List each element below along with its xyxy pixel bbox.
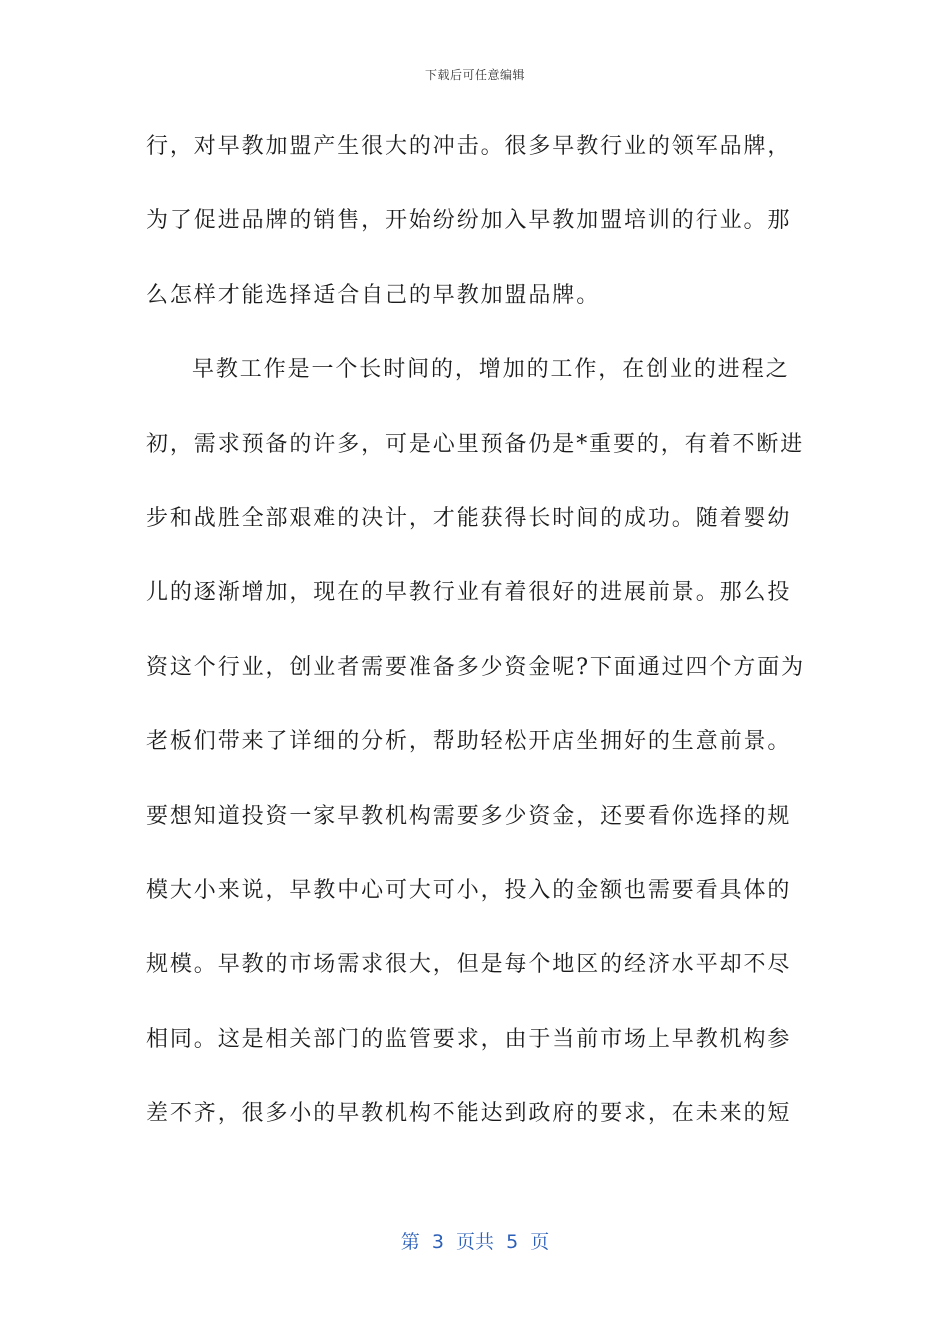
text-line-3: 么怎样才能选择适合自己的早教加盟品牌。 <box>146 282 601 308</box>
document-body <box>146 124 806 1165</box>
text-line-6: 步和战胜全部艰难的决计，才能获得长时间的成功。随着婴幼 <box>146 505 792 531</box>
text-line-2: 为了促进品牌的销售，开始纷纷加入早教加盟培训的行业。那 <box>146 208 792 234</box>
text-line-5: 初，需求预备的许多，可是心里预备仍是*重要的，有着不断进 <box>146 431 805 457</box>
text-line-11: 模大小来说，早教中心可大可小，投入的金额也需要看具体的 <box>146 877 792 903</box>
page-header: 下载后可任意编辑 <box>424 68 525 82</box>
page-number-footer: 第 3 页共 5 页 <box>400 1231 550 1253</box>
text-line-8: 资这个行业，创业者需要准备多少资金呢?下面通过四个方面为 <box>146 654 805 680</box>
text-line-10: 要想知道投资一家早教机构需要多少资金，还要看你选择的规 <box>146 803 792 829</box>
text-line-9: 老板们带来了详细的分析，帮助轻松开店坐拥好的生意前景。 <box>146 729 792 755</box>
text-line-13: 相同。这是相关部门的监管要求，由于当前市场上早教机构参 <box>146 1026 792 1052</box>
text-line-7: 儿的逐渐增加，现在的早教行业有着很好的进展前景。那么投 <box>146 580 792 606</box>
paragraph-start-line: 早教工作是一个长时间的，增加的工作，在创业的进程之 <box>192 357 790 383</box>
text-line-1: 行，对早教加盟产生很大的冲击。很多早教行业的领军品牌， <box>146 134 792 159</box>
text-line-12: 规模。早教的市场需求很大，但是每个地区的经济水平却不尽 <box>146 952 792 978</box>
text-line-14: 差不齐，很多小的早教机构不能达到政府的要求，在未来的短 <box>146 1101 792 1127</box>
